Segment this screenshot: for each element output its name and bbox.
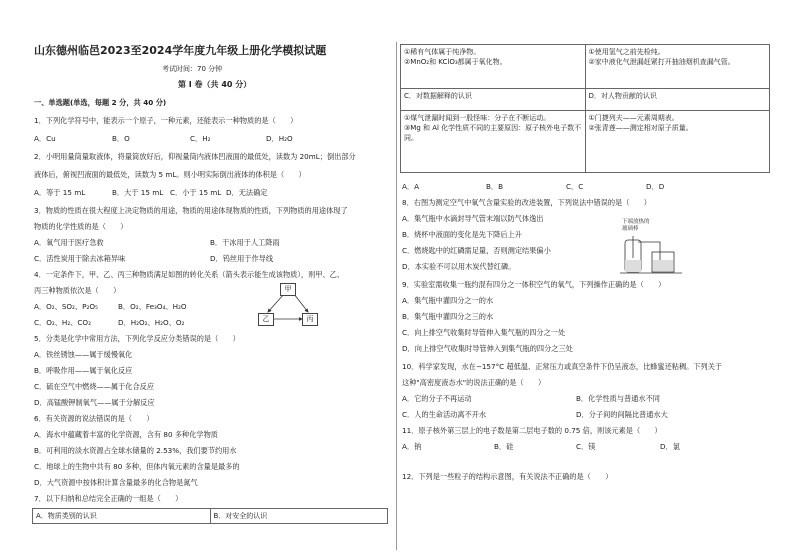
q2-option-a: A．等于 15 mL [34,188,86,197]
q9-option-d: D．向上排空气收集时导管伸入到集气瓶的四分之三处 [402,344,573,353]
q7-option-a: A．A [402,182,420,191]
q2-option-b: B．大于 15 mL [112,188,164,197]
q8-option-c: C．燃烧匙中的红磷需足量，否则测定结果偏小 [402,246,551,255]
part-title: 一、单选题(单选，每题 2 分，共 40 分) [34,98,167,107]
q6-option-a: A．海水中蕴藏着丰富的化学资源，含有 80 多种化学物质 [34,430,218,439]
page-title: 山东德州临邑2023至2024学年度九年级上册化学模拟试题 [34,44,327,57]
q7-cell-a: A．物质类别的认识 [33,509,211,524]
q9-option-c: C．向上排空气收集时导管伸入集气瓶的四分之一处 [402,328,566,337]
q10-option-a: A．它的分子不再运动 [402,394,472,403]
question-4-line1: 4．一定条件下，甲、乙、丙三种物质满足如图的转化关系（箭头表示能生成该物质），则甲、乙、 [34,270,345,279]
q11-option-d: D．氯 [660,442,680,451]
q7-table-header [32,508,388,524]
q6-option-d: D．大气资源中按体积计算含量最多的化合物是氮气 [34,478,198,487]
q7-cell-c: C．对数据解释的认识 [401,89,586,111]
question-7: 7．以下归纳和总结完全正确的一组是（ ） [34,494,183,503]
q1-option-c: C．H₂ [190,134,211,143]
question-1: 1．下列化学符号中，能表示一个原子，一种元素，还能表示一种物质的是（ ） [34,116,298,125]
q11-option-a: A．钠 [402,442,422,451]
q8-option-d: D．本实验不可以用木炭代替红磷。 [402,262,516,271]
q8-option-a: A．集气瓶中水滴封导气管末端以防气体逸出 [402,214,544,223]
q5-option-d: D．高锰酸钾制氧气——属于分解反应 [34,398,155,407]
arrow-jia-bing [294,294,308,312]
q10-option-b: B．化学性质与普通水不同 [576,394,660,403]
question-6: 6．有关资源的说法错误的是（ ） [34,414,154,423]
q3-option-c: C．活性炭用于除去冰箱异味 [34,254,126,263]
q2-option-d: D．无法确定 [226,188,268,197]
q8-option-b: B．烧杯中液面的变化是先下降后上升 [402,230,522,239]
question-9: 9．实验室需收集一瓶约混有四分之一体积空气的氧气，下列操作正确的是（ ） [402,280,666,289]
beaker-water [653,260,673,271]
jar-water [625,260,641,272]
question-11: 11．原子核外第三层上的电子数是第二层电子数的 0.75 倍，则该元素是（ ） [402,426,662,435]
q4-option-c: C．O₂、H₂、CO₂ [34,318,91,327]
q7-cell-b: B．对安全的认识 [210,509,388,524]
q2-option-c: C．小于 15 mL [170,188,222,197]
q7-cell-b-content: ①使用氢气之前先检纯。 ②家中液化气泄漏赶紧打开抽油烟机查漏气管。 [585,45,770,89]
node-yi: 乙 [258,313,274,326]
q7-cell-d: D．对人物贡献的认识 [585,89,770,111]
question-10-line1: 10．科学家发现，水在−157°C 超低温、正常压力或真空条件下仍呈液态，比蜂蜜还粘稠。下列关于 [402,362,723,371]
question-10-line2: 这种"高密度液态水"的说法正确的是（ ） [402,378,546,387]
question-2-line2: 液体后，俯视凹液面的最低处，读数为 5 mL。则小明实际倒出液体的体积是（ ） [34,170,306,179]
question-2-line1: 2．小明用量筒量取液体，将量筒放好后，仰视量筒内液体凹液面的最低处，读数为 20mL；倒出部分 [34,152,356,161]
q7-table-continued [400,44,770,173]
section-title: 第 I 卷（共 40 分） [178,80,252,89]
q6-option-c: C．地球上的生物中共有 80 多种，但体内氧元素的含量是最多的 [34,462,240,471]
arrow-jia-yi [268,294,284,312]
q1-option-d: D．H₂O [266,134,293,143]
q3-option-d: D．钨丝用于作导线 [210,254,274,263]
q4-option-d: D．H₂O₂、H₂O、O₂ [118,318,185,327]
node-jia: 甲 [280,283,296,296]
q10-option-d: D．分子间的间隔比普通水大 [576,410,668,419]
q3-option-b: B．干冰用于人工降雨 [210,238,280,247]
question-4-line2: 丙三种物质依次是（ ） [34,286,121,295]
question-3-line1: 3．物质的性质在很大程度上决定物质的用途，物质的用途体现物质的性质，下列物质的用途体现了 [34,206,348,215]
q7-option-d: D．D [646,182,665,191]
question-5: 5．分类是化学中常用方法，下列化学反应分类错误的是（ ） [34,334,240,343]
q1-option-a: A．Cu [34,134,56,143]
question-12: 12．下列是一些粒子的结构示意图，有关说法不正确的是（ ） [402,472,613,481]
q7-option-b: B．B [486,182,504,191]
q5-option-c: C．硫在空气中燃烧——属于化合反应 [34,382,155,391]
q1-option-b: B．O [112,134,130,143]
question-3-line2: 物质的化学性质的是（ ） [34,222,128,231]
apparatus-diagram [620,236,690,276]
q7-cell-d-content: ①门捷列夫——元素周期表。 ②张青莲——测定相对原子质量。 [585,111,770,173]
q7-cell-a-content: ①稀有气体属于纯净物。 ②MnO₂和 KClO₃都属于氧化物。 [401,45,586,89]
q6-option-b: B．可利用的淡水资源占全球水储量的 2.53%，我们要节约用水 [34,446,237,455]
q7-option-c: C．C [566,182,584,191]
q4-option-b: B．O₂、Fe₃O₄、H₂O [118,302,187,311]
question-8: 8．右图为测定空气中氧气含量实验的改进装置，下列说法中错误的是（ ） [402,198,651,207]
apparatus-label: 下端放热的玻璃棒 [622,219,650,232]
q9-option-b: B．集气瓶中灌四分之三的水 [402,312,494,321]
q4-option-a: A．O₂、SO₂、P₂O₅ [34,302,98,311]
q10-option-c: C．人的生命活动离不开水 [402,410,487,419]
exam-time: 考试时间：70 分钟 [162,65,223,73]
node-bing: 丙 [302,313,318,326]
q11-option-c: C．镁 [576,442,596,451]
q5-option-b: B．呼吸作用——属于氧化反应 [34,366,133,375]
q3-option-a: A．氧气用于医疗急救 [34,238,104,247]
q11-option-b: B．硅 [494,442,514,451]
column-divider [396,42,397,550]
q5-option-a: A．铁丝锈蚀——属于缓慢氧化 [34,350,133,359]
q9-option-a: A．集气瓶中灌四分之一的水 [402,296,494,305]
q7-cell-c-content: ①煤气泄漏时闻到一股怪味：分子在不断运动。 ③Mg 和 Al 化学性质不同的主要原因：原子核外电子数不同。 [401,111,586,173]
